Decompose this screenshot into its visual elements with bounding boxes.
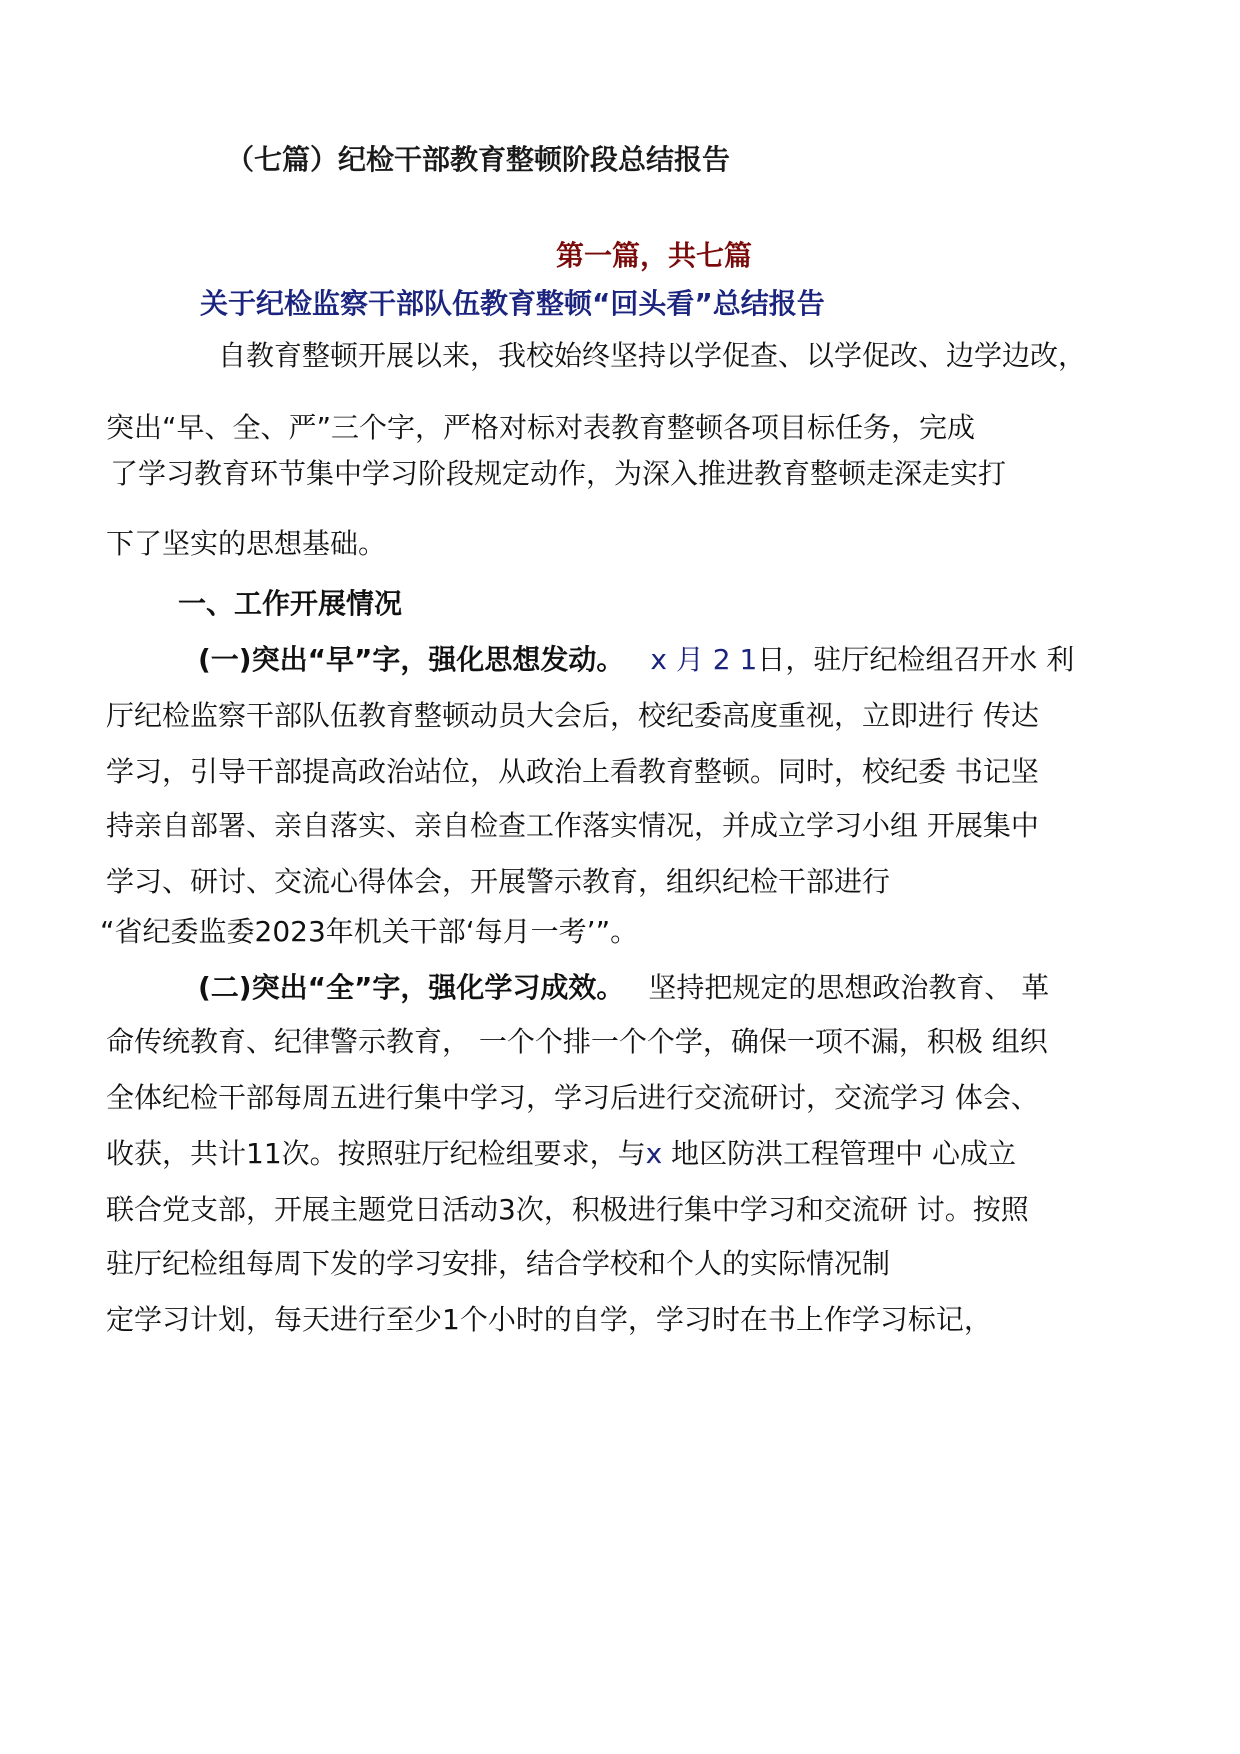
para1-line-3: 学习，引导干部提高政治站位，从政治上看教育整顿。同时，校纪委 书记坚 xyxy=(106,755,1039,788)
para2-line-1-rest: 坚持把规定的思想政治教育、 革 xyxy=(648,971,1050,1004)
para2-line-4-b: 地区防洪工程管理中 心成立 xyxy=(662,1137,1017,1170)
report-title: 关于纪检监察干部队伍教育整顿“回头看”总结报告 xyxy=(200,287,825,320)
document-title: （七篇）纪检干部教育整顿阶段总结报告 xyxy=(226,143,731,176)
para2-line-2: 命传统教育、纪律警示教育， 一个个排一个个学，确保一项不漏，积极 组织 xyxy=(106,1025,1048,1058)
intro-line-1: 自教育整顿开展以来，我校始终坚持以学促查、以学促改、边学边改， xyxy=(218,339,1087,372)
para2-line-4-x: x xyxy=(645,1137,663,1170)
para1-line-1-rest: 日，驻厅纪检组召开水 利 xyxy=(757,643,1075,676)
para2-line-4 xyxy=(106,1134,1016,1174)
para2-line-3: 全体纪检干部每周五进行集中学习，学习后进行交流研讨，交流学习 体会、 xyxy=(106,1081,1039,1114)
para1-heading: (一)突出“早”字，强化思想发动。 xyxy=(198,643,625,676)
section-heading: 一、工作开展情况 xyxy=(178,587,403,620)
para1-date: x 月 2 1 xyxy=(650,643,758,676)
para2-heading: (二)突出“全”字，强化学习成效。 xyxy=(198,971,625,1004)
para2-line-4-a: 收获，共计11次。按照驻厅纪检组要求，与 xyxy=(106,1137,646,1170)
para2-line-6: 驻厅纪检组每周下发的学习安排，结合学校和个人的实际情况制 xyxy=(106,1247,891,1280)
para1-line-5: 学习、研讨、交流心得体会，开展警示教育，组织纪检干部进行 xyxy=(106,865,891,898)
intro-line-3: 了学习教育环节集中学习阶段规定动作，为深入推进教育整顿走深走实打 xyxy=(110,457,1007,490)
intro-line-4: 下了坚实的思想基础。 xyxy=(106,527,387,560)
para1-line-6: “省纪委监委2023年机关干部‘每月一考’”。 xyxy=(100,915,639,948)
para2-line-5: 联合党支部，开展主题党日活动3次，积极进行集中学习和交流研 讨。按照 xyxy=(106,1193,1029,1226)
para2-line-7: 定学习计划，每天进行至少1个小时的自学，学习时在书上作学习标记， xyxy=(106,1303,992,1336)
intro-line-2: 突出“早、全、严”三个字，严格对标对表教育整顿各项目标任务，完成 xyxy=(106,411,976,444)
para1-line-1 xyxy=(198,640,1074,680)
para1-line-4: 持亲自部署、亲自落实、亲自检查工作落实情况，并成立学习小组 开展集中 xyxy=(106,809,1039,842)
part-heading: 第一篇，共七篇 xyxy=(556,239,753,272)
para2-line-1 xyxy=(198,968,1049,1008)
para1-line-2: 厅纪检监察干部队伍教育整顿动员大会后，校纪委高度重视，立即进行 传达 xyxy=(106,699,1039,732)
